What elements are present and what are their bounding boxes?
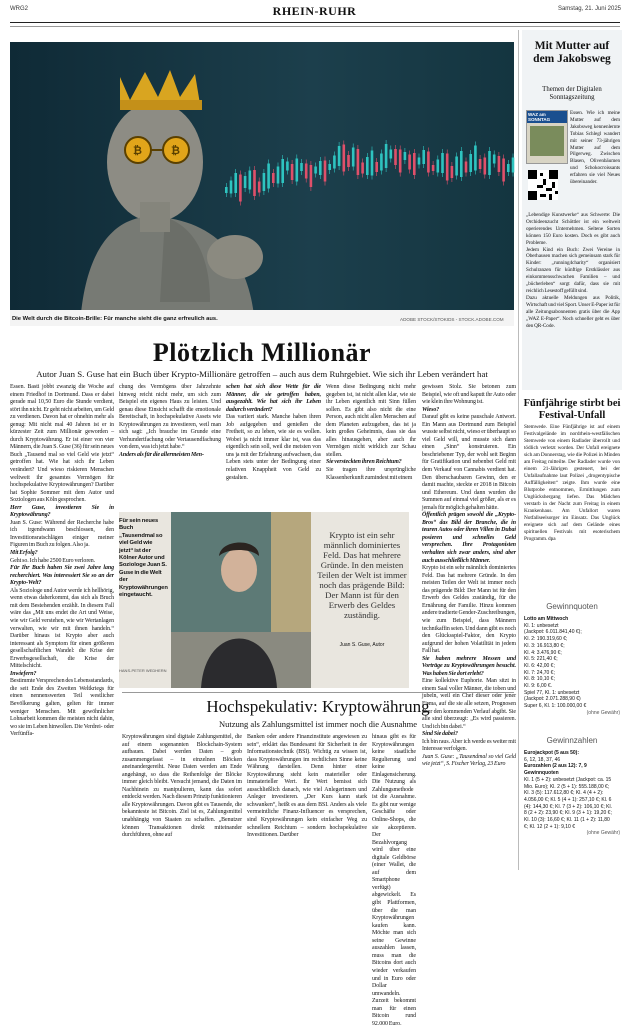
lotto-line: Kl. 2: 190.319,60 €; (524, 636, 568, 643)
svg-text:₿: ₿ (133, 145, 142, 157)
candle-wick (231, 177, 232, 198)
candle-wick (268, 160, 269, 193)
candle-wick (494, 151, 495, 168)
lotto-line: Super 6, Kl. 1: 100.000,00 € (524, 703, 587, 710)
candle-wick (240, 171, 241, 206)
lotto-line: Kl. 4: 3.476,90 €; (524, 649, 562, 656)
candle-wick (456, 153, 457, 180)
lotto-line: €; Kl. 12 (2 + 1): 9,10 € (524, 823, 576, 830)
lotto-line: Kl. 10 (3): 16,60 €; Kl. 11 (1 + 2): 11,80 (524, 817, 610, 824)
candle-wick (339, 142, 340, 170)
candle-wick (480, 155, 481, 173)
lotto-line: Kl. 8: 10,10 €; (524, 676, 555, 683)
svg-text:₿: ₿ (171, 145, 180, 157)
author-portrait (171, 512, 311, 688)
candle-wick (428, 148, 429, 177)
candle-wick (320, 157, 321, 179)
bitcoin-chart-illustration (10, 42, 514, 326)
lotto-line: Kl. 1: unbesetzt (524, 622, 559, 629)
candle-wick (311, 161, 312, 191)
hero-image (10, 42, 514, 326)
article2-column-2: Banken oder andere Finanzinstitute angewiesen zu sein“, erklärt das Bundesamt für Sicherheit in der Informationstechnik (BSI). Wichtig zu wissen ist, dass Kryptowährungen im rechtlichen Sinne keine Währung darstellen. Denn hinter einer Kryptowährung steht kein materieller oder immaterieller Wert. Ihr Wert bemisst sich ausschließlich danach, wie viel Anlegerinnen und Anleger investieren. „Der Kurs kann stark schwanken“, heißt es aus dem BSI. Anders als viele vermeintliche Finanz-Influencer es versprechen, sind Kryptowährungen kein einfacher Weg zu schnellem Reichtum – sondern hochspekulative Investitionen. Darüber (247, 734, 367, 839)
sidebar-promo-text-1: Essen. Wie ich meine Mutter auf dem Jakobsweg kennenlernte Tobias Schlegl wandert mit seiner 73-jährigen Mutter auf dem Pilgerweg. Zwischen Blasen, Olivenbäumen und Schokocroissants erfahren sie viel Neues übereinander. (570, 110, 620, 186)
article-subhead: Autor Juan S. Guse hat ein Buch über Krypto-Millionäre getroffen – auch aus dem Ruhrgebiet. Wie sich ihr Leben verändert hat (36, 369, 488, 379)
lotto-line: Kl. 3: 16.913,80 €; (524, 642, 565, 649)
pull-quote: Krypto ist ein sehr männlich dominiertes Feld. Das hat mehrere Gründe. In den meisten Teilen der Welt ist immer noch das prägende Bild: Der Mann ist für den Erwerb des Geldes zuständig. (317, 530, 407, 620)
lotto-title: Gewinnquoten (546, 602, 598, 611)
candle-wick (400, 146, 401, 177)
lotto-line: Kl. 3 (5): 117.612,80 €; Kl. 4 (4 + 2): (524, 790, 604, 797)
candle-wick (282, 155, 283, 187)
candle-wick (499, 152, 500, 176)
lotto-line: Kl. 6: 42,00 €; (524, 662, 555, 669)
candle-wick (513, 154, 514, 177)
candle-wick (508, 160, 509, 176)
candle-wick (442, 149, 443, 177)
article-column-4: Wenn diese Bedingung nicht mehr gegeben ist, ist nicht allen klar, wie sie ihr Leben eigentlich mit Sinn füllen sollen. Es gibt also nicht die eine Person, auch nicht allen Menschen auf dem Planeten aufzugeben, das ist ja kein großes Geheimnis, dass sie das alles hinausgehen, aber auch ihr Vermögen nicht wirklich zur Schau stellen. Sie versteckten ihren Reichtum? Sie tragen ihre ursprüngliche Klassenherkunft zumindest mit einem (326, 384, 416, 481)
sidebar-promo (522, 30, 622, 390)
hero-credit: ADOBE STOCK/STOKIDS - STOCK.ADOBE.COM (400, 317, 504, 322)
candle-wick (395, 145, 396, 169)
candle-wick (391, 146, 392, 163)
candle-wick (461, 147, 462, 181)
section-title: RHEIN-RUHR (272, 4, 357, 18)
candle-wick (409, 151, 410, 174)
candle-wick (433, 161, 434, 175)
candle-wick (287, 158, 288, 175)
candle-wick (503, 155, 504, 186)
article2-subhead: Nutzung als Zahlungsmittel ist immer noch die Ausnahme (218, 719, 418, 729)
lotto-line: Kl. 5: 221,40 €; (524, 656, 558, 663)
candle-wick (452, 162, 453, 182)
candle-wick (254, 166, 255, 200)
cover-label: WAZ am SONNTAG (527, 111, 567, 123)
candle-wick (292, 160, 293, 184)
sidebar-news-text: Stemwede. Eine Fünfjährige ist auf einem Festivalgelände im nordrhein-westfälischen Stemwede von einem Radlader überrollt und tödlich verletzt worden. Der Unfall ereignete sich am Donnerstag, wie die Polizei in Minden am Freitag mitteilte. Der Radlader wurde von einem 21-Jährigen gesteuert, bei der Unfallaufnahme laut Polizei „drogentypische Auffälligkeiten“ zeigte. Ihm wurde eine Blutprobe entnommen, Ermittlungen zum Unglückshergang liefen. Das Mädchen verstarb in der Nacht zum Freitag in einem Krankenhaus. Am Unfallort waren Notfallseelsorger im Einsatz. Das Unglück ereignete sich auf dem Gelände eines spirituellen Festivals mit esoterischem Programm. dpa (524, 424, 620, 542)
candle-wick (358, 145, 359, 179)
page-code: WRG2 (10, 6, 28, 12)
article2-rule (122, 692, 514, 693)
candle-wick (466, 158, 467, 177)
candle-wick (414, 149, 415, 179)
sidebar-promo-title: Mit Mutter auf dem Jakobsweg (533, 40, 611, 65)
qr-code-icon (528, 170, 558, 200)
candle-wick (470, 150, 471, 176)
candle-wick (301, 159, 302, 175)
issue-date: Samstag, 21. Juni 2025 (557, 6, 621, 12)
sidebar-news-title: Fünfjährige stirbt bei Festival-Unfall (523, 398, 621, 421)
candle-wick (264, 169, 265, 195)
candle-wick (372, 147, 373, 180)
article2-column-3: hinaus gibt es für Kryptowährungen keine staatliche Regulierung und keine Einlagensicherung. Die Nutzung als Zahlungsmethode ist die Ausnahme. Es gibt nur wenige Geschäfte oder Online-Shops, die sie akzeptieren. Der Bezahlvorgang wird über eine digitale Geldbörse (einer Wallet, die auf dem Smartphone verfügt) abgewickelt. Es gibt Plattformen, über die man Kryptowährungen kaufen kann. Möchte man sich seine Gewinne auszahlen lassen, muss man die Bitcoins dort auch wieder verkaufen und in Euro oder Dollar umwandeln. Zurzeit bekommt man für einen Bitcoin rund 92.000 Euro. (372, 734, 417, 1027)
masthead-rule (10, 22, 620, 23)
lotto-line: Kl. 7: 24,70 €; (524, 669, 555, 676)
candle-wick (325, 157, 326, 186)
candle-wick (250, 167, 251, 194)
article-headline: Plötzlich Millionär (152, 338, 372, 367)
candle-wick (353, 144, 354, 171)
bookbox-credit: HANS-PETER WEDHERN (119, 668, 167, 673)
candle-wick (344, 141, 345, 176)
candle-wick (278, 163, 279, 188)
sidebar-divider (518, 30, 519, 870)
candle-wick (423, 146, 424, 168)
candle-wick (447, 150, 448, 185)
lotto-line: (Jackpot: 6.011.841,40 €); (524, 629, 582, 636)
candle-wick (259, 178, 260, 197)
article-column-3: schen hat sich diese Wette für die Männer, die sie getroffen haben, ausgezahlt. Wie hat sich ihr Leben dadurch verändert? Das variiert stark. Manche haben ihren Job aufgegeben und genießen die Freiheit, so zu leben, wie sie es wollen. Wobei ja nicht immer klar ist, was das eigentlich sein soll, weil die meisten von uns ja mit der Erfahrung aufwachsen, das Leben stets unter der Bedingung einer relativen Knappheit von Geld zu gestalten. (226, 384, 321, 481)
candle-wick (297, 155, 298, 186)
lotto-line: Mio. Euro); Kl. 2 (5 + 1): 555.188,00 €; (524, 783, 610, 790)
candle-wick (376, 158, 377, 176)
lotto-line: Kl. 1 (5 + 2): unbesetzt (Jackpot: ca. 15 (524, 776, 612, 783)
lotto-line: Spiel 77, Kl. 1: unbesetzt (524, 689, 580, 696)
candle-wick (245, 172, 246, 192)
lotto-quotes: Lotto am Mittwoch Kl. 1: unbesetzt (Jackpot: 6.011.841,40 €); Kl. 2: 190.319,60 €; Kl. 3: 16.913,80 €; Kl. 4: 3.476,90 €; Kl. 5: 221,40 €; Kl. 6: 42,00 €; Kl. 7: 24,70 €; Kl. 8: 10,10 €; Kl. 9: 6,00 €. Spiel 77, Kl. 1: unbesetzt (Jackpot: 2.071.288,90 €) Super 6, Kl. 1: 100.000,00 € (ohne Gewähr) (524, 616, 620, 716)
candle-wick (329, 160, 330, 174)
sidebar-promo-body: „Lebendige Kunstwerke“ aus Schwerte: Die Orchideenzucht Schöttler ist ein weltweit operierendes Unternehmen. Seltene Sorten können 150 Euro kosten. Doch es gibt auch Probleme. Jedem Kind ein Buch: Zwei Vereine in Oberhausen machen sich gemeinsam stark für Kinder: „running4charity“ organisiert Schulranzen für künftige Erstklässler aus einkommensschwachen Familien – und „bücherleben“ sorgt dafür, dass sie mit reichlich Lesestoff gefüllt sind. Dazu aktuelle Meldungen aus Politik, Wirtschaft und viel Sport. Unser E-Paper ist für alle Zeitungsabonnenten gratis über die App „WAZ E-Paper“. Noch schneller geht es über den QR-Code. (526, 212, 620, 329)
article-column-5: gewissen Stolz. Sie betonen zum Beispiel, wie oft und kaputt ihr Auto oder wie klein ihre Wohnung ist. Wieso? Darauf gibt es keine pauschale Antwort. Ein Mann aus Dortmund zum Beispiel wusste selbst nicht, wieso er überhaupt so viel Geld will, und musste sich dann einen „Sinn“ konstruieren. Ein beschriebener Typ, der wohl seit Beginn für Gratifikation und nebenbei Geld mit dem Verkauf von Cannabis verdient hat. Den überschaubaren Gewinn, den er damit machte, steckte er 2018 in Bitcoin und Ethereum. Und dann wurden die Summen auf einmal viel größer, als er es jemals für möglich gehalten hätte. Öffentlich prägen sowohl die „Krypto-Bros“ das Bild der Branche, die in teuren Autos oder ihren Villen in Dubai posieren und schnelles Geld versprechen. Ihre Protagonisten verhalten sich zwar anders, sind aber auch ausschließlich Männer. Krypto ist ein sehr männlich dominiertes Feld. Das hat mehrere Gründe. In den meisten Teilen der Welt ist immer noch das prägende Bild: Der Mann ist für den Erwerb des Geldes zuständig, für die Ernährung der Familie. Hinzu kommen andere tradierte Gender-Zuschreibungen, wie zum Beispiel, dass Männern technikaffin seien. Und dann gibt es noch den Glücksspiel-Faktor, den Krypto aufgrund der hohen Volatilität in jedem Fall hat. Sie haben mehrere Messen und Vorträge zu Kryptowährungen besucht. Was haben Sie dort erlebt? Eine kollektive Euphorie. Man sitzt in einem Saal voller Männer, die toben und jubeln, weil ein Chef dieser oder jener Firma, auf die sie alle setzen, Prognosen über den kommenden Verlauf abgibt. Sie alle sind überzeugt: „Es wird passieren. Und ich bin dabei.“ Sind Sie dabei? Ich bin raus. Aber ich werde es weiter mit Interesse verfolgen. Juan S. Guse: „Tausendmal so viel Geld wie jetzt“, S. Fischer Verlag, 23 Euro (422, 384, 516, 768)
candle-wick (489, 147, 490, 179)
sidebar-promo-subtitle: Themen der Digitalen Sonntagszeitung (542, 86, 602, 101)
article2-column-1: Kryptowährungen sind digitale Zahlungsmittel, die auf einem sogenannten Blockchain-System aufbauen. Dabei werden Daten – grob zusammengefasst – in einzelnen Blöcken aneinandergereiht. Neue Daten werden am Ende angehängt, so dass die Reihenfolge der Blöcke immer gleich bleibt. Versucht jemand, die Daten im Nachhinein zu manipulieren, kann das sofort entdeckt werden. Nach diesem Prinzip funktionieren alle Kryptowährungen. Davon gibt es Tausende, die bekannteste ist Bitcoin. Ziel ist es, Zahlungsmittel unabhängig von Staaten zu schaffen. „Benutzer können Transaktionen direkt miteinander durchführen, ohne auf (122, 734, 242, 839)
candle-wick (438, 156, 439, 177)
author-photo-box (119, 512, 409, 688)
masthead-rule-thin (10, 26, 620, 27)
hero-caption: Die Welt durch die Bitcoin-Brille: Für manche sieht die ganz erfreulich aus. (12, 316, 218, 322)
sidebar-cover-thumbnail (526, 110, 568, 164)
candle-wick (273, 169, 274, 187)
candle-wick (306, 160, 307, 183)
candle-wick (485, 154, 486, 179)
candle-wick (226, 183, 227, 197)
lotto-line: (4): 144,30 €; Kl. 7 (3 + 2): 106,10 €; Kl. (524, 803, 612, 810)
candle-wick (405, 148, 406, 164)
lotto-line: (Jackpot: 2.071.288,90 €) (524, 696, 581, 703)
candle-wick (362, 159, 363, 178)
article-column-1: Essen. Basti jobbt zwanzig die Woche auf einem Friedhof in Dortmund. Dass er dabei gerade mal 10,50 Euro die Stunde verdient, stört ihn nicht. Er geht nicht arbeiten, um Geld zu verdienen. Davon hat er ohnehin mehr als genug: Mit nicht mal 40 Jahren ist er in kürzester Zeit zum Millionär geworden – durch Kryptowährung. Er ist einer von vier Männern, die Juan S. Guse (36) für sein neues Buch „Tausend mal so viel Geld wie jetzt“ getroffen hat. Wie hat sich ihr Leben verändert? Und wieso riskieren Menschen weltweit ihr gesamtes Vermögen für hochspekulative Kryptowährungen? Darüber hat Sophie Sommer mit dem Autor und Soziologen aus Köln gesprochen. Herr Guse, investieren Sie in Kryptowährung? Juan S. Guse: Während der Recherche habe ich irgendwann beschlossen, den Investitionsratschlägen einiger meiner Figuren im Buch zu folgen. Also ja. Mit Erfolg? Geht so. Ich habe 2500 Euro verloren. Für Ihr Buch haben Sie zwei Jahre lang recherchiert. Was interessiert Sie so an der Krypto-Welt? Als Soziologe und Autor werde ich hellhörig, wenn etwas daherkommt, das sich als Bruch mit dem Bestehenden erzählt. In diesem Fall wäre das „Mit uns endet die Art und Weise, wie wir Geld verstehen, wie wir Wertanlagen verwalten, wie wir mit ihnen handeln.“ Darüber hinaus ist Krypto aber auch interessant als Symptom für einen größeren gesellschaftlichen Wandel: die Krise der Erwerbsgesellschaft, die Krise der Mittelschicht. Inwiefern? Bestimmte Versprechen des Lebensstandards, die seit Ende des Zweiten Weltkriegs für einen nennenswerten Teil westlicher Bevölkerung galten, gelten für immer weniger Menschen. Mit gewöhnlicher Lohnarbeit kommen die meisten nicht dahin, wo sie im Leben hinwollen. Die Verdrei- oder Verfünffa- (10, 384, 114, 738)
lotto-line: 8 (2 + 2): 23,90 €; Kl. 9 (3 + 1): 19,20 €; (524, 810, 612, 817)
candle-wick (419, 154, 420, 169)
candle-wick (348, 151, 349, 171)
candle-wick (381, 150, 382, 175)
candle-wick (334, 152, 335, 173)
lotto-line: 4.056,00 €; Kl. 5 (4 + 1): 257,10 €; Kl. 6 (524, 796, 612, 803)
candle-wick (315, 163, 316, 178)
candle-wick (386, 140, 387, 172)
pull-quote-source: Juan S. Guse, Autor (339, 642, 385, 648)
candle-wick (367, 153, 368, 179)
bookbox-caption: Für sein neues Buch „Tausendmal so viel Geld wie jetzt“ ist der Kölner Autor und Soziologe Juan S. Guse in die Welt der Kryptowährungen eingetaucht. (119, 518, 168, 599)
eurojackpot-block: Eurojackpot (5 aus 50): 6, 12, 18, 37, 46 Eurozahlen (2 aus 12): 7, 9 Gewinnquoten Kl. 1 (5 + 2): unbesetzt (Jackpot: ca. 15 Mio. Euro); Kl. 2 (5 + 1): 555.188,00 €; Kl. 3 (5): 117.612,80 €; Kl. 4 (4 + 2): 4.056,00 €; Kl. 5 (4 + 1): 257,10 €; Kl. 6 (4): 144,30 €; Kl. 7 (3 + 2): 106,10 €; Kl. 8 (2 + 2): 23,90 €; Kl. 9 (3 + 1): 19,20 €; Kl. 10 (3): 16,60 €; Kl. 11 (1 + 2): 11,80 €; Kl. 12 (2 + 1): 9,10 € (ohne Gewähr) (524, 750, 620, 837)
gewinnzahlen-title: Gewinnzahlen (546, 736, 598, 745)
candle-wick (235, 169, 236, 197)
qr-code[interactable] (528, 170, 558, 200)
article-column-2: chung des Vermögens über Jahrzehnte hinweg reicht nicht mehr, um sich zum Beispiel ein eigenes Haus zu leisten. Und genau diese Einsicht schafft die emotionale Bereitschaft, in hochspekulative Assets wie Kryptowährungen zu investieren, weil man sich sagt: „Ich brauche im Grunde eine Verhundertfachung oder Vertausendfachung von dem, was ich jetzt habe.“ Anders als für die allermeisten Men- (119, 384, 221, 458)
article2-headline: Hochspekulativ: Kryptowährung (206, 697, 430, 716)
lotto-line: Kl. 9: 6,00 €. (524, 683, 553, 690)
candle-wick (475, 142, 476, 175)
cover-photo (530, 126, 564, 156)
